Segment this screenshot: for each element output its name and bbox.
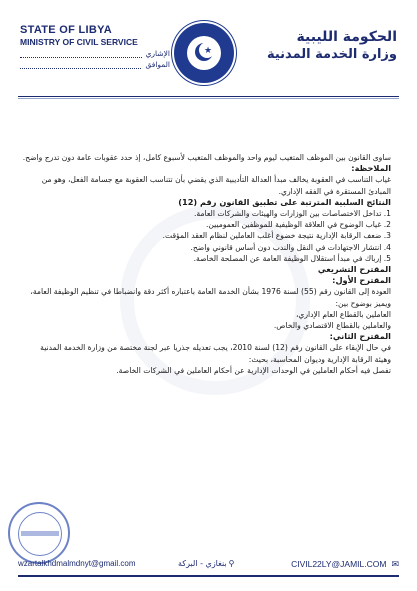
second-proposal-text: في حال الإبقاء على القانون رقم (12) لسنة 2010، يجب تعديله جذريا عبر لجنة مختصة من وزارة الخدمة المدنية وهيئة الرقابة الإدارية وديوان المحاسبة، بحيث: bbox=[40, 343, 391, 364]
government-title-ar: الحكومة الليبية bbox=[296, 29, 397, 45]
list-item: 5. إرباك في مبدأ استقلال الوظيفة العامة عن المصلحة الخاصة. bbox=[193, 253, 391, 263]
reference-label: الإشاري bbox=[145, 49, 170, 58]
footer-email-right-group bbox=[291, 559, 399, 570]
footer-divider bbox=[18, 575, 399, 577]
legislative-proposal-heading: المقترح التشريعي bbox=[317, 264, 391, 275]
envelope-icon: ✉ bbox=[391, 559, 399, 569]
footer-location bbox=[178, 559, 234, 568]
note-heading: الملاحظة: bbox=[351, 163, 391, 174]
first-proposal-heading: المقترح الأول: bbox=[332, 275, 391, 286]
first-proposal-text: العودة إلى القانون رقم (55) لسنة 1976 بشأن الخدمة العامة باعتباره أكثر دقة وانضباطا في تنظيم الوظيفة العامة، ويميز بوضوح بين: bbox=[30, 287, 391, 308]
location-pin-icon: ⚲ bbox=[228, 559, 235, 568]
footer-city: بنغازي - البركة bbox=[178, 559, 227, 568]
reference-dotted-field bbox=[20, 49, 142, 58]
ministry-title-ar: وزارة الخدمة المدنية bbox=[266, 47, 397, 62]
state-title-en: STATE OF LIBYA bbox=[20, 24, 113, 36]
letter-footer bbox=[18, 553, 399, 579]
footer-email-right[interactable]: CIVIL22LY@JAMIL.COM bbox=[291, 559, 387, 569]
second-proposal-item: تفصل فيه أحكام العاملين في الوحدات الإدارية عن أحكام العاملين في الشركات الخاصة. bbox=[116, 365, 391, 375]
header-divider bbox=[18, 96, 399, 97]
reference-line bbox=[20, 49, 170, 58]
stamp-inner-ring bbox=[18, 512, 62, 556]
first-proposal-item-a: العاملين بالقطاع العام الإداري، bbox=[295, 309, 391, 319]
header-divider-thin bbox=[18, 98, 399, 99]
date-label: الموافق bbox=[145, 60, 170, 69]
paragraph-intro: ساوى القانون بين الموظف المتغيب ليوم واحد والموظف المتغيب لأسبوع كامل، إذ حدد عقوبات عامة دون تدرج واضح. bbox=[22, 153, 391, 162]
stamp-band bbox=[21, 531, 59, 536]
first-proposal-item-b: والعاملين بالقطاع الاقتصادي والخاص. bbox=[273, 321, 391, 331]
negative-results-heading: النتائج السلبية المترتبة على تطبيق القانون رقم (12) bbox=[178, 196, 391, 207]
list-item: 1. تداخل الاختصاصات بين الوزارات والهيئات والشركات العامة. bbox=[193, 209, 391, 219]
ministry-seal-logo bbox=[174, 23, 234, 83]
date-line bbox=[20, 60, 170, 69]
list-item: 2. غياب الوضوح في العلاقة الوظيفية للموظفين العموميين. bbox=[205, 220, 391, 230]
seal-center bbox=[187, 36, 221, 70]
letter-body bbox=[22, 152, 391, 376]
star-icon: ★ bbox=[204, 46, 213, 56]
list-item: 4. انتشار الاجتهادات في النقل والندب دون أساس قانوني واضح. bbox=[190, 242, 391, 252]
second-proposal-heading: المقترح الثاني: bbox=[329, 331, 391, 342]
ministry-title-en: MINISTRY OF CIVIL SERVICE bbox=[20, 37, 138, 47]
note-text: غياب التناسب في العقوبة يخالف مبدأ العدالة التأديبية الذي يقضي بأن تتناسب العقوبة مع جسامة الفعل، وهو من المبادئ المستقرة في الفقه الإداري. bbox=[41, 175, 391, 196]
list-item: 3. ضعف الرقابة الإدارية نتيجة خضوع أغلب العاملين لنظام العقد المؤقت. bbox=[162, 231, 391, 241]
footer-email-left[interactable]: wzartalkhdmalmdnyt@gmail.com bbox=[18, 559, 136, 568]
header-right bbox=[247, 28, 397, 63]
header-left bbox=[20, 24, 170, 69]
date-dotted-field bbox=[20, 60, 141, 69]
